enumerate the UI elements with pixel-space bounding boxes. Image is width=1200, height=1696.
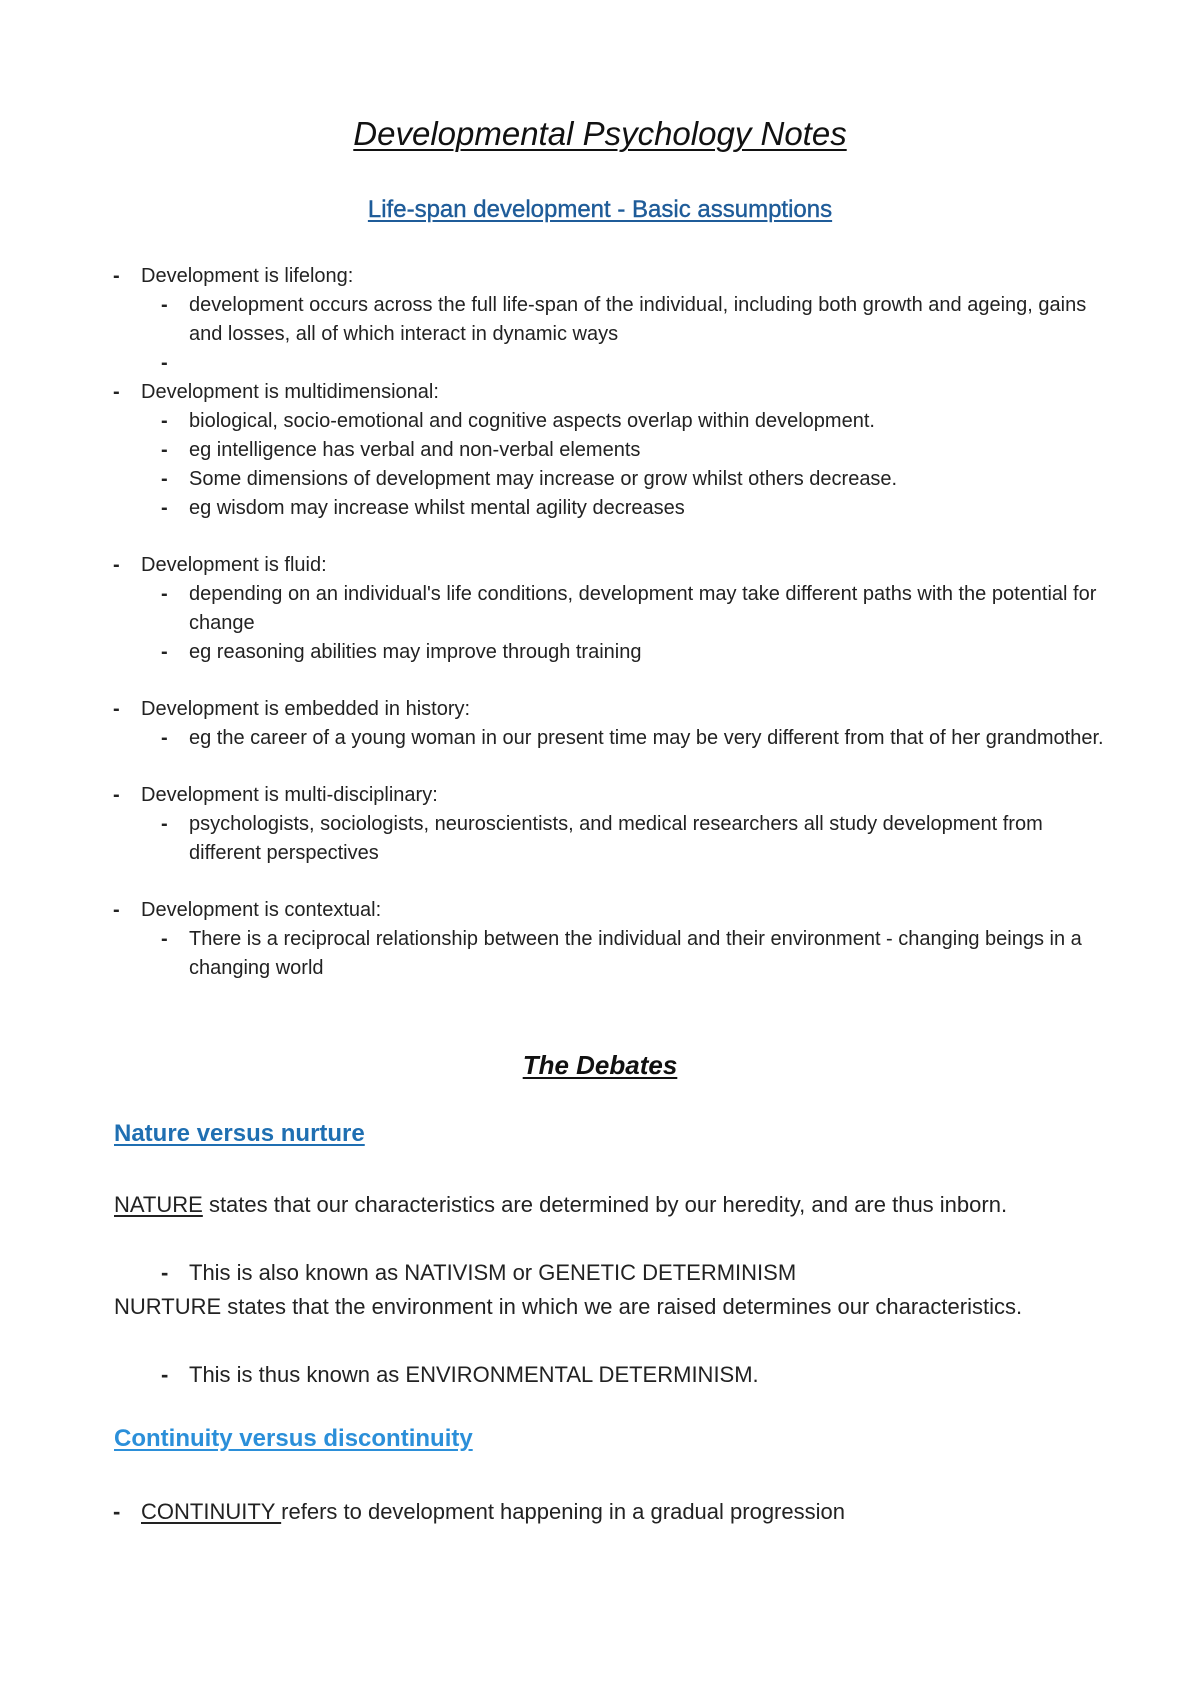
dash-bullet: -	[113, 698, 120, 720]
continuity-heading: Continuity versus discontinuity	[114, 1425, 473, 1452]
assumption-item	[0, 407, 1200, 436]
dash-bullet: -	[113, 784, 120, 806]
dash-bullet: -	[113, 381, 120, 403]
dash-bullet: -	[113, 1499, 121, 1524]
dash-bullet: -	[161, 1260, 169, 1285]
dash-bullet: -	[113, 265, 120, 287]
dash-bullet: -	[161, 497, 168, 519]
nature-sub-text: This is also known as NATIVISM or GENETIC DETERMINISM	[189, 1260, 797, 1285]
dash-bullet: -	[161, 410, 168, 432]
section-subtitle: Life-span development - Basic assumptions	[367, 196, 833, 223]
assumption-item	[0, 436, 1200, 465]
assumption-heading-text: Development is multi-disciplinary:	[141, 784, 438, 806]
assumption-heading	[0, 551, 1200, 580]
assumption-item	[0, 465, 1200, 494]
nature-sub-item	[161, 1256, 797, 1290]
assumption-heading-text: Development is lifelong:	[141, 265, 354, 287]
assumption-item-text: biological, socio-emotional and cognitive aspects overlap within development.	[189, 410, 875, 432]
continuity-term: CONTINUITY	[141, 1499, 282, 1524]
spacer	[0, 667, 1200, 695]
nurture-sub-text: This is thus known as ENVIRONMENTAL DETERMINISM.	[189, 1362, 759, 1387]
page-title: Developmental Psychology Notes	[353, 115, 847, 152]
nature-text: states that our characteristics are determined by our heredity, and are thus inborn.	[202, 1192, 1008, 1217]
assumption-item	[0, 724, 1200, 753]
dash-bullet: -	[161, 583, 168, 605]
assumption-item-text: eg wisdom may increase whilst mental agility decreases	[189, 497, 685, 519]
dash-bullet: -	[161, 928, 168, 950]
assumption-item-text: eg intelligence has verbal and non-verbal elements	[189, 439, 641, 461]
assumption-item	[0, 349, 1200, 378]
assumption-item-text: Some dimensions of development may increase or grow whilst others decrease.	[189, 468, 898, 490]
assumption-heading-text: Development is contextual:	[141, 899, 382, 921]
dash-bullet: -	[161, 641, 168, 663]
assumption-item-text: development occurs across the full life-span of the individual, including both growth and ageing, gains and losses, all of which interact in dynamic ways	[189, 294, 1087, 345]
assumption-item-text: depending on an individual's life conditions, development may take different paths with the potential for change	[189, 583, 1097, 634]
debates-heading: The Debates	[522, 1050, 678, 1080]
nurture-sub-item	[161, 1358, 759, 1392]
dash-bullet: -	[161, 813, 168, 835]
assumption-item-text: psychologists, sociologists, neuroscientists, and medical researchers all study development from different perspectives	[189, 813, 1043, 864]
dash-bullet: -	[161, 468, 168, 490]
dash-bullet: -	[113, 899, 120, 921]
assumption-heading	[0, 781, 1200, 810]
assumption-heading	[0, 262, 1200, 291]
assumption-item	[0, 638, 1200, 667]
assumption-heading	[0, 896, 1200, 925]
assumption-heading-text: Development is embedded in history:	[141, 698, 471, 720]
dash-bullet: -	[161, 294, 168, 316]
assumption-item-text: eg the career of a young woman in our present time may be very different from that of her grandmother.	[189, 727, 1104, 749]
assumptions-list	[0, 262, 1200, 983]
continuity-text: refers to development happening in a gradual progression	[281, 1499, 845, 1524]
assumption-heading-text: Development is fluid:	[141, 554, 327, 576]
dash-bullet: -	[161, 1362, 169, 1387]
spacer	[0, 868, 1200, 896]
assumption-item	[0, 291, 1200, 349]
dash-bullet: -	[161, 352, 168, 374]
assumption-heading-text: Development is multidimensional:	[141, 381, 439, 403]
assumption-heading	[0, 378, 1200, 407]
nurture-paragraph: NURTURE states that the environment in which we are raised determines our characteristics.	[114, 1294, 1023, 1319]
spacer	[0, 523, 1200, 551]
assumption-item	[0, 580, 1200, 638]
nature-term: NATURE	[114, 1192, 203, 1217]
assumption-item	[0, 810, 1200, 868]
nature-paragraph	[114, 1188, 1064, 1222]
dash-bullet: -	[113, 554, 120, 576]
continuity-item	[113, 1495, 845, 1529]
dash-bullet: -	[161, 727, 168, 749]
assumption-item-text: There is a reciprocal relationship between the individual and their environment - changing beings in a changing world	[189, 928, 1082, 979]
spacer	[0, 753, 1200, 781]
nature-nurture-heading: Nature versus nurture	[114, 1120, 365, 1147]
assumption-heading	[0, 695, 1200, 724]
dash-bullet: -	[161, 439, 168, 461]
assumption-item-text: eg reasoning abilities may improve through training	[189, 641, 642, 663]
assumption-item	[0, 925, 1200, 983]
assumption-item	[0, 494, 1200, 523]
